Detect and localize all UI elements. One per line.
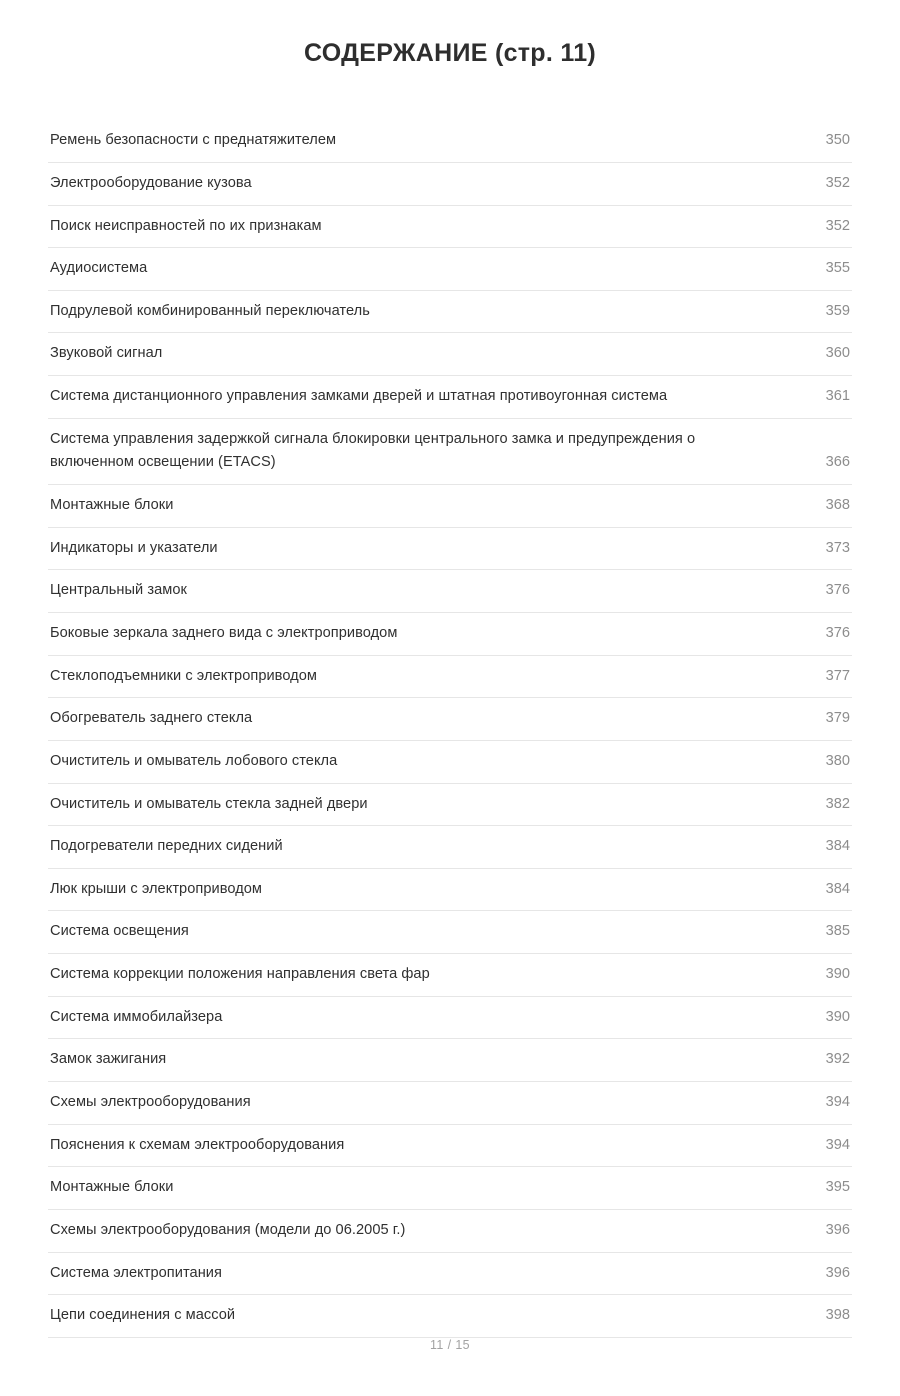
table-of-contents: [48, 120, 852, 1338]
toc-entry[interactable]: [48, 741, 852, 784]
toc-entry-page-number: 390: [825, 966, 850, 983]
toc-entry-title: Система коррекции положения направления света фар: [50, 966, 430, 983]
toc-entry[interactable]: [48, 997, 852, 1040]
page-footer: 11 / 15: [429, 1337, 471, 1352]
toc-entry-page-number: 377: [825, 667, 850, 684]
toc-entry[interactable]: [48, 698, 852, 741]
toc-entry-page-number: 398: [825, 1307, 850, 1324]
toc-entry-title: Система освещения: [50, 923, 189, 940]
toc-entry-page-number: 396: [825, 1264, 850, 1281]
toc-entry-page-number: 376: [825, 582, 850, 599]
toc-entry-title: Система иммобилайзера: [50, 1008, 223, 1025]
toc-entry[interactable]: [48, 206, 852, 249]
toc-entry[interactable]: [48, 570, 852, 613]
toc-entry-page-number: 396: [825, 1221, 850, 1238]
toc-entry[interactable]: [48, 1039, 852, 1082]
toc-entry[interactable]: [48, 1125, 852, 1168]
toc-entry-page-number: 380: [825, 752, 850, 769]
toc-entry[interactable]: [48, 291, 852, 334]
page-title: СОДЕРЖАНИЕ (стр. 11): [303, 39, 597, 67]
toc-entry-title: Система управления задержкой сигнала блокировки центрального замка и предупреждения о включенном освещении (ETACS): [50, 430, 696, 471]
toc-entry-page-number: 366: [825, 454, 850, 471]
toc-entry-title: Звуковой сигнал: [50, 345, 163, 362]
toc-entry-title: Очиститель и омыватель стекла задней двери: [50, 795, 368, 812]
toc-entry-title: Стеклоподъемники с электроприводом: [50, 667, 317, 684]
toc-entry[interactable]: [48, 419, 852, 485]
toc-entry-title: Система дистанционного управления замками дверей и штатная противоугонная система: [50, 388, 668, 405]
toc-entry-page-number: 373: [825, 539, 850, 556]
toc-entry[interactable]: [48, 613, 852, 656]
toc-entry-page-number: 385: [825, 923, 850, 940]
toc-entry[interactable]: [48, 826, 852, 869]
toc-entry[interactable]: [48, 869, 852, 912]
toc-entry[interactable]: [48, 1253, 852, 1296]
toc-entry[interactable]: [48, 911, 852, 954]
toc-entry-page-number: 360: [825, 345, 850, 362]
toc-entry[interactable]: [48, 1082, 852, 1125]
toc-entry[interactable]: [48, 248, 852, 291]
toc-entry-page-number: 382: [825, 795, 850, 812]
toc-entry-title: Обогреватель заднего стекла: [50, 710, 253, 727]
toc-entry-title: Система электропитания: [50, 1264, 222, 1281]
toc-entry[interactable]: [48, 333, 852, 376]
toc-entry-title: Поиск неисправностей по их признакам: [50, 217, 322, 234]
toc-entry-title: Ремень безопасности с преднатяжителем: [50, 132, 337, 149]
toc-entry-title: Индикаторы и указатели: [50, 539, 218, 556]
toc-entry-title: Монтажные блоки: [50, 1179, 174, 1196]
toc-entry[interactable]: [48, 120, 852, 163]
toc-entry-title: Замок зажигания: [50, 1051, 167, 1068]
toc-entry-page-number: 376: [825, 624, 850, 641]
toc-entry-page-number: 379: [825, 710, 850, 727]
toc-entry-title: Монтажные блоки: [50, 497, 174, 514]
toc-entry-page-number: 394: [825, 1136, 850, 1153]
toc-entry-title: Аудиосистема: [50, 260, 148, 277]
toc-entry-page-number: 395: [825, 1179, 850, 1196]
toc-entry-page-number: 359: [825, 302, 850, 319]
toc-entry-title: Подрулевой комбинированный переключатель: [50, 302, 370, 319]
toc-entry[interactable]: [48, 376, 852, 419]
toc-entry[interactable]: [48, 656, 852, 699]
toc-entry-title: Подогреватели передних сидений: [50, 838, 283, 855]
toc-entry-title: Центральный замок: [50, 582, 187, 599]
toc-entry-title: Схемы электрооборудования (модели до 06.2005 г.): [50, 1221, 406, 1238]
toc-entry[interactable]: [48, 1167, 852, 1210]
toc-entry-title: Очиститель и омыватель лобового стекла: [50, 752, 338, 769]
toc-entry[interactable]: [48, 485, 852, 528]
toc-entry-page-number: 394: [825, 1093, 850, 1110]
toc-entry[interactable]: [48, 1210, 852, 1253]
toc-entry-title: Электрооборудование кузова: [50, 174, 252, 191]
toc-entry-title: Люк крыши с электроприводом: [50, 880, 263, 897]
toc-entry-page-number: 355: [825, 260, 850, 277]
toc-entry-page-number: 384: [825, 838, 850, 855]
toc-entry-title: Схемы электрооборудования: [50, 1093, 251, 1110]
toc-entry-page-number: 352: [825, 174, 850, 191]
toc-entry[interactable]: [48, 163, 852, 206]
toc-entry-page-number: 350: [825, 132, 850, 149]
toc-entry[interactable]: [48, 784, 852, 827]
toc-entry-title: Пояснения к схемам электрооборудования: [50, 1136, 345, 1153]
toc-entry-page-number: 368: [825, 497, 850, 514]
toc-entry[interactable]: [48, 1295, 852, 1338]
toc-entry-page-number: 392: [825, 1051, 850, 1068]
toc-entry-page-number: 352: [825, 217, 850, 234]
toc-entry[interactable]: [48, 954, 852, 997]
toc-entry-title: Цепи соединения с массой: [50, 1307, 236, 1324]
toc-entry[interactable]: [48, 528, 852, 571]
toc-entry-page-number: 384: [825, 880, 850, 897]
toc-entry-page-number: 390: [825, 1008, 850, 1025]
toc-entry-page-number: 361: [825, 388, 850, 405]
toc-entry-title: Боковые зеркала заднего вида с электроприводом: [50, 624, 398, 641]
